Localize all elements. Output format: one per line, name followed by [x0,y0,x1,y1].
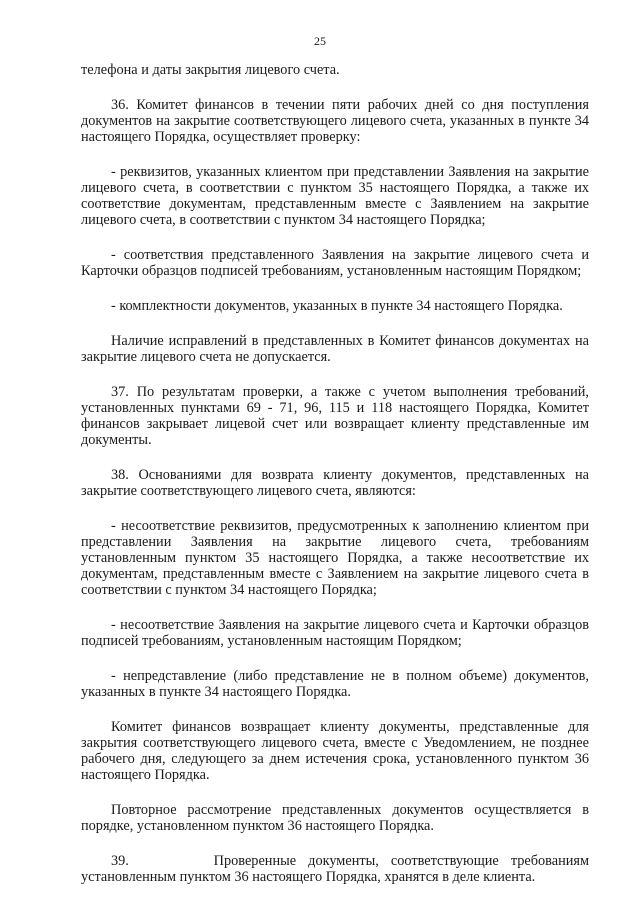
paragraph-item-36-conformity: - соответствия представленного Заявления на закрытие лицевого счета и Карточки образцов подписей требованиям, установленным настоящим Порядком; [81,247,589,279]
page-number: 25 [314,34,326,48]
paragraph-item-39: 39. Проверенные документы, соответствующие требованиям установленным пунктом 36 настоящего Порядка, хранятся в деле клиента. [81,853,589,885]
paragraph-corrections: Наличие исправлений в представленных в Комитет финансов документах на закрытие лицевого счета не допускается. [81,333,589,365]
paragraph-continuation: телефона и даты закрытия лицевого счета. [81,62,340,78]
paragraph-return-documents: Комитет финансов возвращает клиенту документы, представленные для закрытия соответствующего лицевого счета, вместе с Уведомлением, не позднее рабочего дня, следующего за днем истечения срока, установленного пунктом 36 настоящего Порядка. [81,719,589,783]
paragraph-item-38-nonsubmission: - непредставление (либо представление не в полном объеме) документов, указанных в пункте 34 настоящего Порядка. [81,668,589,700]
paragraph-item-36: 36. Комитет финансов в течении пяти рабочих дней со дня поступления документов на закрытие соответствующего лицевого счета, указанных в пункте 34 настоящего Порядка, осуществляет проверку: [81,97,589,145]
paragraph-repeat-review: Повторное рассмотрение представленных документов осуществляется в порядке, установленном пунктом 36 настоящего Порядка. [81,802,589,834]
paragraph-item-37: 37. По результатам проверки, а также с учетом выполнения требований, установленных пунктами 69 - 71, 96, 115 и 118 настоящего Порядка, Комитет финансов закрывает лицевой счет или возвращает клиенту представленные им документы. [81,384,589,448]
paragraph-item-36-completeness: - комплектности документов, указанных в пункте 34 настоящего Порядка. [111,298,563,314]
paragraph-item-36-requisites: - реквизитов, указанных клиентом при представлении Заявления на закрытие лицевого счета, в соответствии с пунктом 35 настоящего Порядка, а также их соответствие документам, представленным вместе с Заявлением на закрытие лицевого счета, в соответствии с пунктом 34 настоящего Порядка; [81,164,589,228]
paragraph-item-38-requisites: - несоответствие реквизитов, предусмотренных к заполнению клиентом при представлении Заявления на закрытие лицевого счета, требованиям установленным пунктом 35 настоящего Порядка, а также несоответствие их документам, представленным вместе с Заявлением на закрытие лицевого счета в соответствии с пунктом 34 настоящего Порядка; [81,518,589,598]
paragraph-item-38: 38. Основаниями для возврата клиенту документов, представленных на закрытие соответствующего лицевого счета, являются: [81,467,589,499]
paragraph-item-38-conformity: - несоответствие Заявления на закрытие лицевого счета и Карточки образцов подписей требованиям, установленным настоящим Порядком; [81,617,589,649]
document-body [81,62,589,885]
